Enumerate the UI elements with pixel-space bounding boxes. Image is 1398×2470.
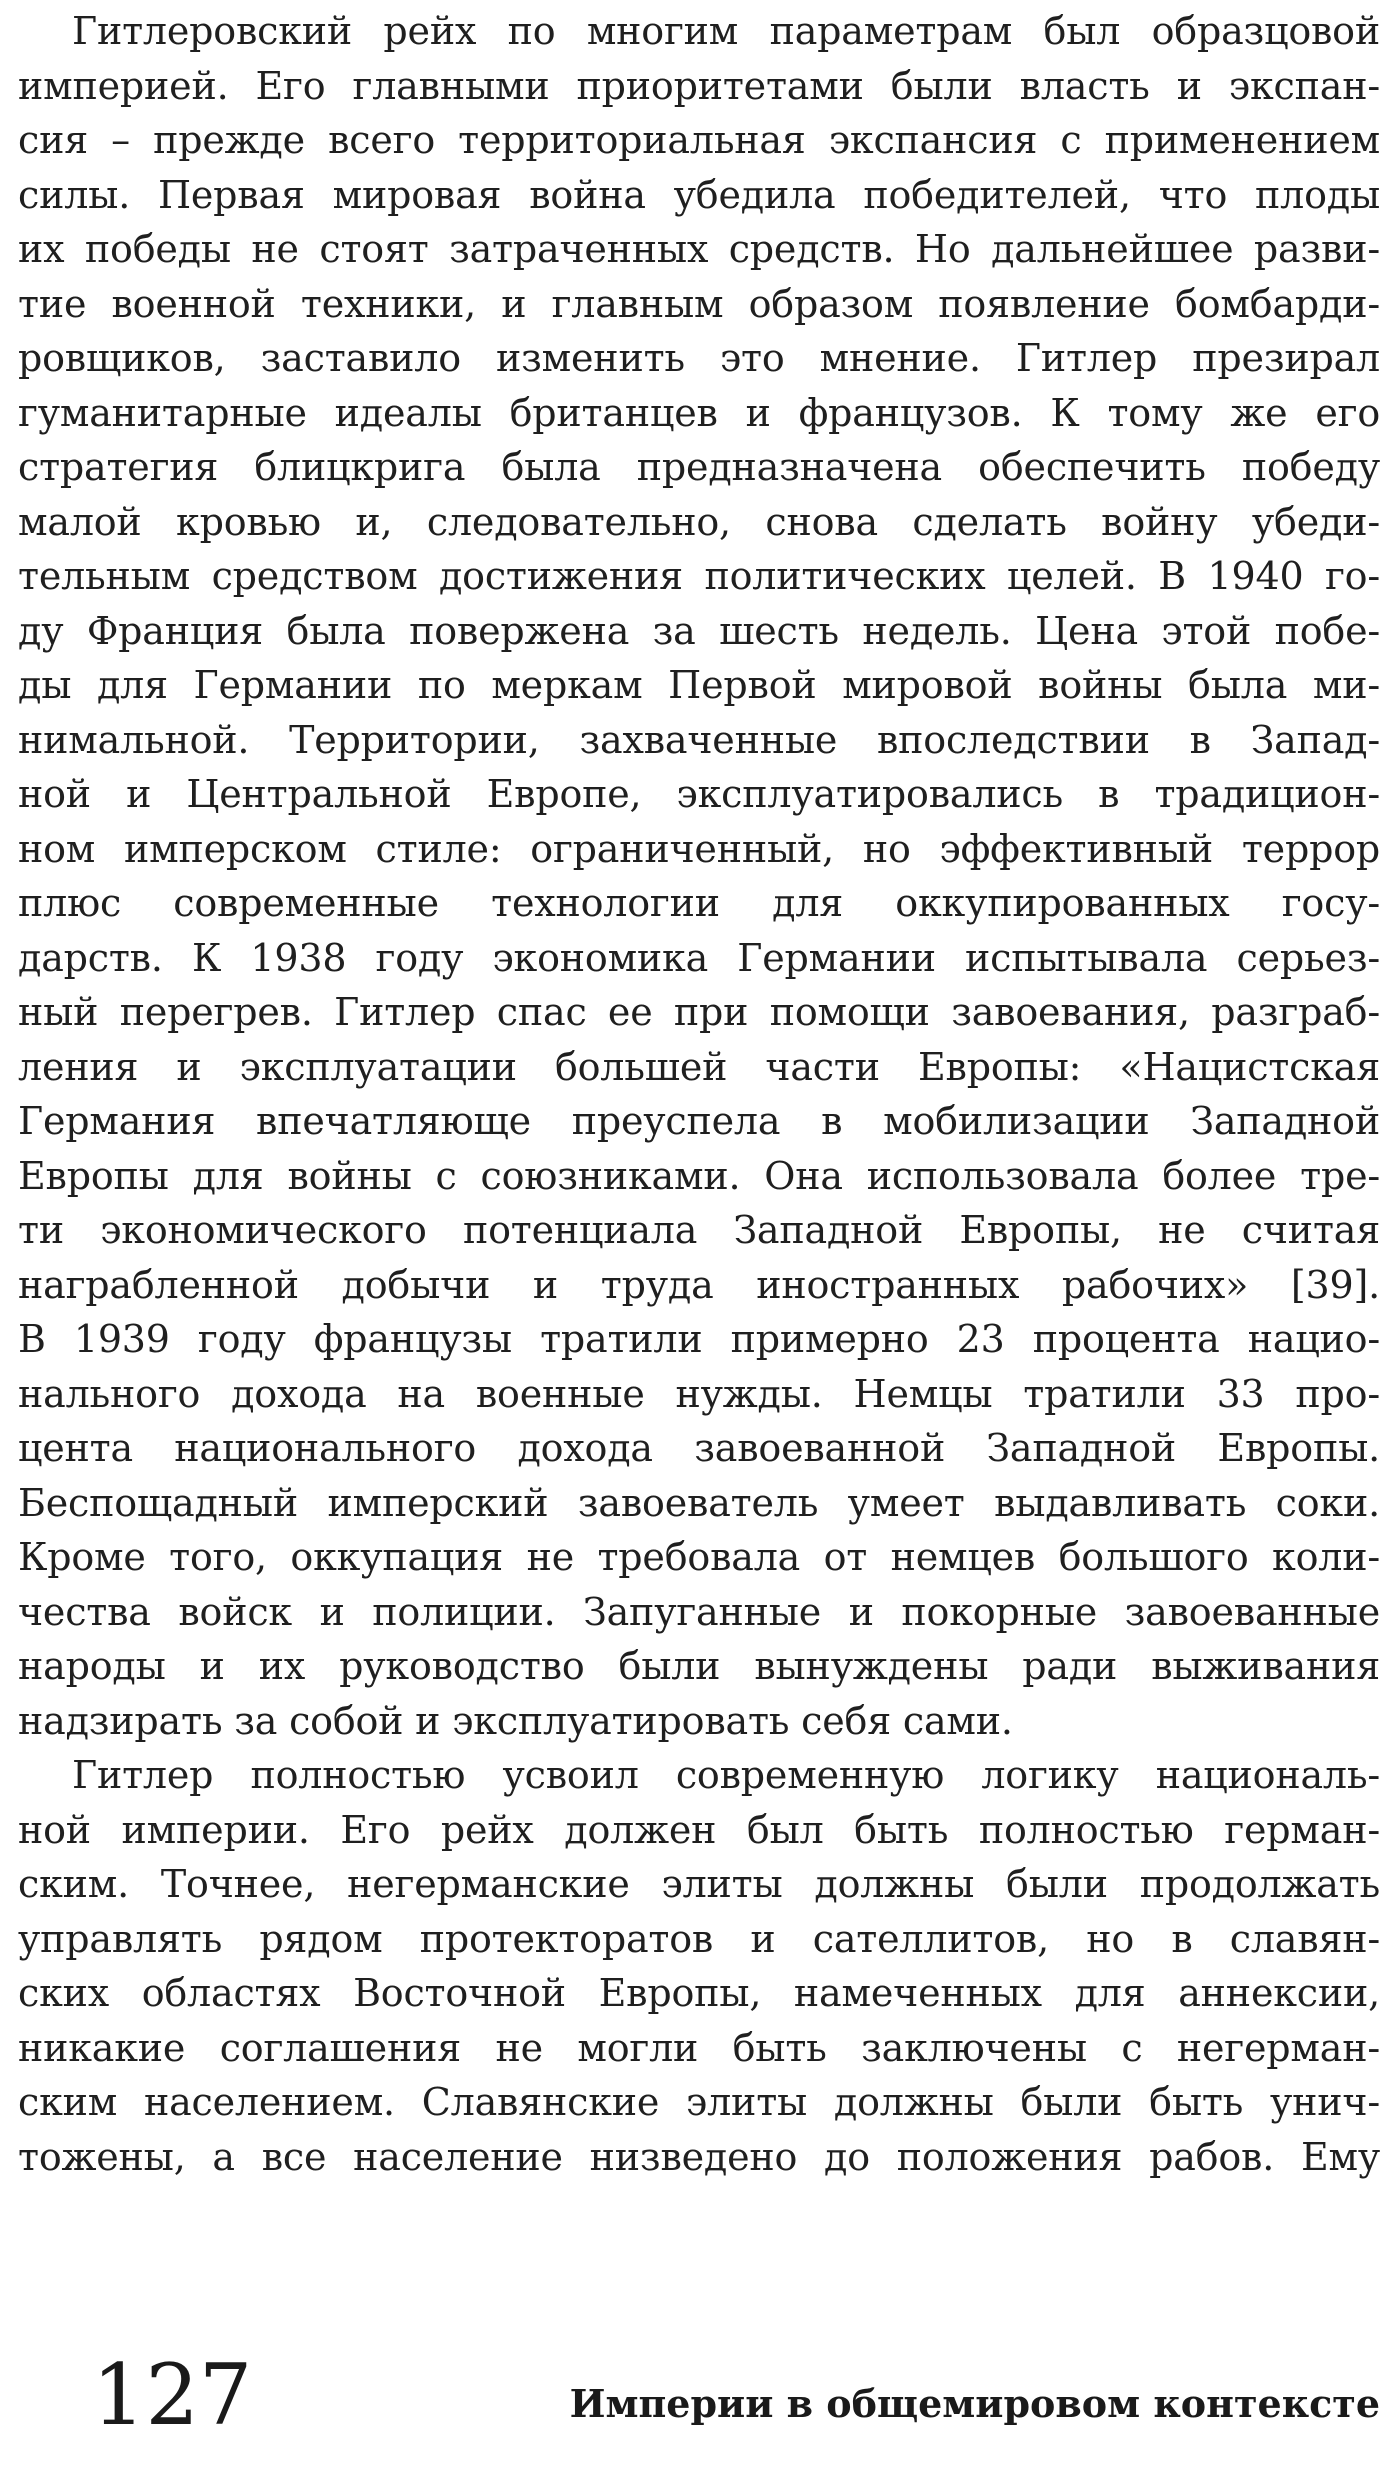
text-line: награбленной добычи и труда иностранных рабочих» [39]. [18,1262,1380,1307]
text-line: народы и их руководство были вынуждены ради выживания [18,1644,1380,1688]
text-line: ной и Центральной Европе, эксплуатировались в традицион- [18,772,1380,816]
text-line: цента национального дохода завоеванной Западной Европы. [18,1426,1380,1470]
text-line: чества войск и полиции. Запуганные и покорные завоеванные [18,1589,1380,1634]
text-line: ских областях Восточной Европы, намеченных для аннексии, [18,1971,1380,2015]
text-line: ским. Точнее, негерманские элиты должны были продолжать [18,1862,1380,1906]
text-line: тие военной техники, и главным образом появление бомбарди- [18,281,1380,326]
text-line: тельным средством достижения политических целей. В 1940 го- [18,554,1380,598]
text-line: ления и эксплуатации большей части Европы: «Нацистская [18,1044,1380,1089]
text-line: нимальной. Территории, захваченные впоследствии в Запад- [18,717,1380,762]
text-line: управлять рядом протекторатов и сателлитов, но в славян- [18,1916,1380,1961]
text-line: их победы не стоят затраченных средств. Но дальнейшее разви- [18,227,1380,271]
page-number: 127 [92,2346,253,2444]
running-title: Империи в общемировом контексте [569,2381,1380,2426]
text-line: Беспощадный имперский завоеватель умеет выдавливать соки. [18,1480,1380,1525]
text-line: никакие соглашения не могли быть заключены с негерман- [18,2025,1380,2070]
text-line: малой кровью и, следовательно, снова сделать войну убеди- [18,499,1380,544]
text-line: стратегия блицкрига была предназначена обеспечить победу [18,445,1380,489]
text-line: плюс современные технологии для оккупированных госу- [18,881,1380,925]
text-line: ды для Германии по меркам Первой мировой войны была ми- [18,663,1380,707]
text-line: ной империи. Его рейх должен был быть полностью герман- [18,1807,1380,1852]
text-line: Гитлеровский рейх по многим параметрам был образцовой [72,9,1380,53]
text-line: Гитлер полностью усвоил современную логику националь- [72,1753,1380,1797]
body-text [18,4,1380,2184]
text-line: тожены, а все население низведено до положения рабов. Ему [18,2134,1380,2179]
text-line: империей. Его главными приоритетами были власть и экспан- [18,63,1380,108]
text-line: гуманитарные идеалы британцев и французов. К тому же его [18,390,1380,435]
text-line: ским населением. Славянские элиты должны были быть унич- [18,2080,1380,2124]
page-footer [0,2340,1398,2460]
paragraph-2 [18,1748,1380,2184]
text-line: силы. Первая мировая война убедила победителей, что плоды [18,172,1380,217]
text-line: ном имперском стиле: ограниченный, но эффективный террор [18,826,1380,871]
text-line: ти экономического потенциала Западной Европы, не считая [18,1208,1380,1252]
text-line: Кроме того, оккупация не требовала от немцев большого коли- [18,1535,1380,1579]
text-line: дарств. К 1938 году экономика Германии испытывала серьез- [18,935,1380,980]
text-line: ный перегрев. Гитлер спас ее при помощи завоевания, разграб- [18,990,1380,1034]
text-line: Германия впечатляюще преуспела в мобилизации Западной [18,1099,1380,1143]
text-line: В 1939 году французы тратили примерно 23 процента нацио- [18,1317,1380,1361]
text-line: сия – прежде всего территориальная экспансия с применением [18,118,1380,162]
text-line: Европы для войны с союзниками. Она использовала более тре- [18,1153,1380,1198]
text-line: ровщиков, заставило изменить это мнение. Гитлер презирал [18,336,1380,380]
text-line: надзирать за собой и эксплуатировать себя сами. [18,1698,1013,1743]
text-line: нального дохода на военные нужды. Немцы тратили 33 про- [18,1371,1380,1416]
paragraph-1 [18,4,1380,1748]
text-line: ду Франция была повержена за шесть недель. Цена этой побе- [18,608,1380,653]
